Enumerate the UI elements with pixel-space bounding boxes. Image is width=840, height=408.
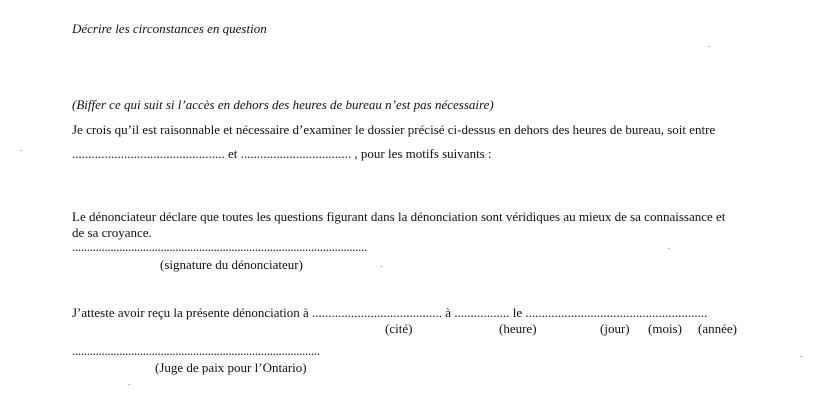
scan-speck [128, 384, 130, 385]
caption-day: (jour) [600, 321, 630, 336]
circumstances-heading: Décrire les circonstances en question [72, 21, 267, 36]
scan-speck [800, 356, 802, 357]
scan-speck [708, 46, 710, 47]
justice-signature-line: .................................................................................... [72, 343, 320, 358]
informant-signature-caption: (signature du dénonciateur) [160, 257, 303, 272]
declaration-line2: de sa croyance. [72, 225, 152, 240]
caption-city: (cité) [385, 321, 413, 336]
informant-signature-line: .................................................................................................... [72, 239, 368, 254]
scan-speck [668, 248, 670, 249]
scan-speck [380, 266, 382, 267]
scan-speck [20, 150, 22, 151]
after-hours-statement-line1: Je crois qu’il est raisonnable et nécessaire d’examiner le dossier précisé ci-dessus en dehors des heures de bureau, soit entre [72, 122, 716, 137]
after-hours-instruction: (Biffer ce qui suit si l’accès en dehors des heures de bureau n’est pas nécessaire) [72, 97, 494, 112]
declaration-line1: Le dénonciateur déclare que toutes les questions figurant dans la dénonciation sont véridiques au mieux de sa connaissance et [72, 209, 726, 224]
attestation-text: J’atteste avoir reçu la présente dénonciation à ........................................ à ................. le ........................................................ [72, 305, 708, 320]
caption-year: (année) [698, 321, 737, 336]
caption-hour: (heure) [499, 321, 537, 336]
justice-signature-caption: (Juge de paix pour l’Ontario) [155, 360, 307, 375]
after-hours-statement-line2: ............................................... et .................................. , pour les motifs suivants : [72, 146, 492, 161]
caption-month: (mois) [648, 321, 682, 336]
